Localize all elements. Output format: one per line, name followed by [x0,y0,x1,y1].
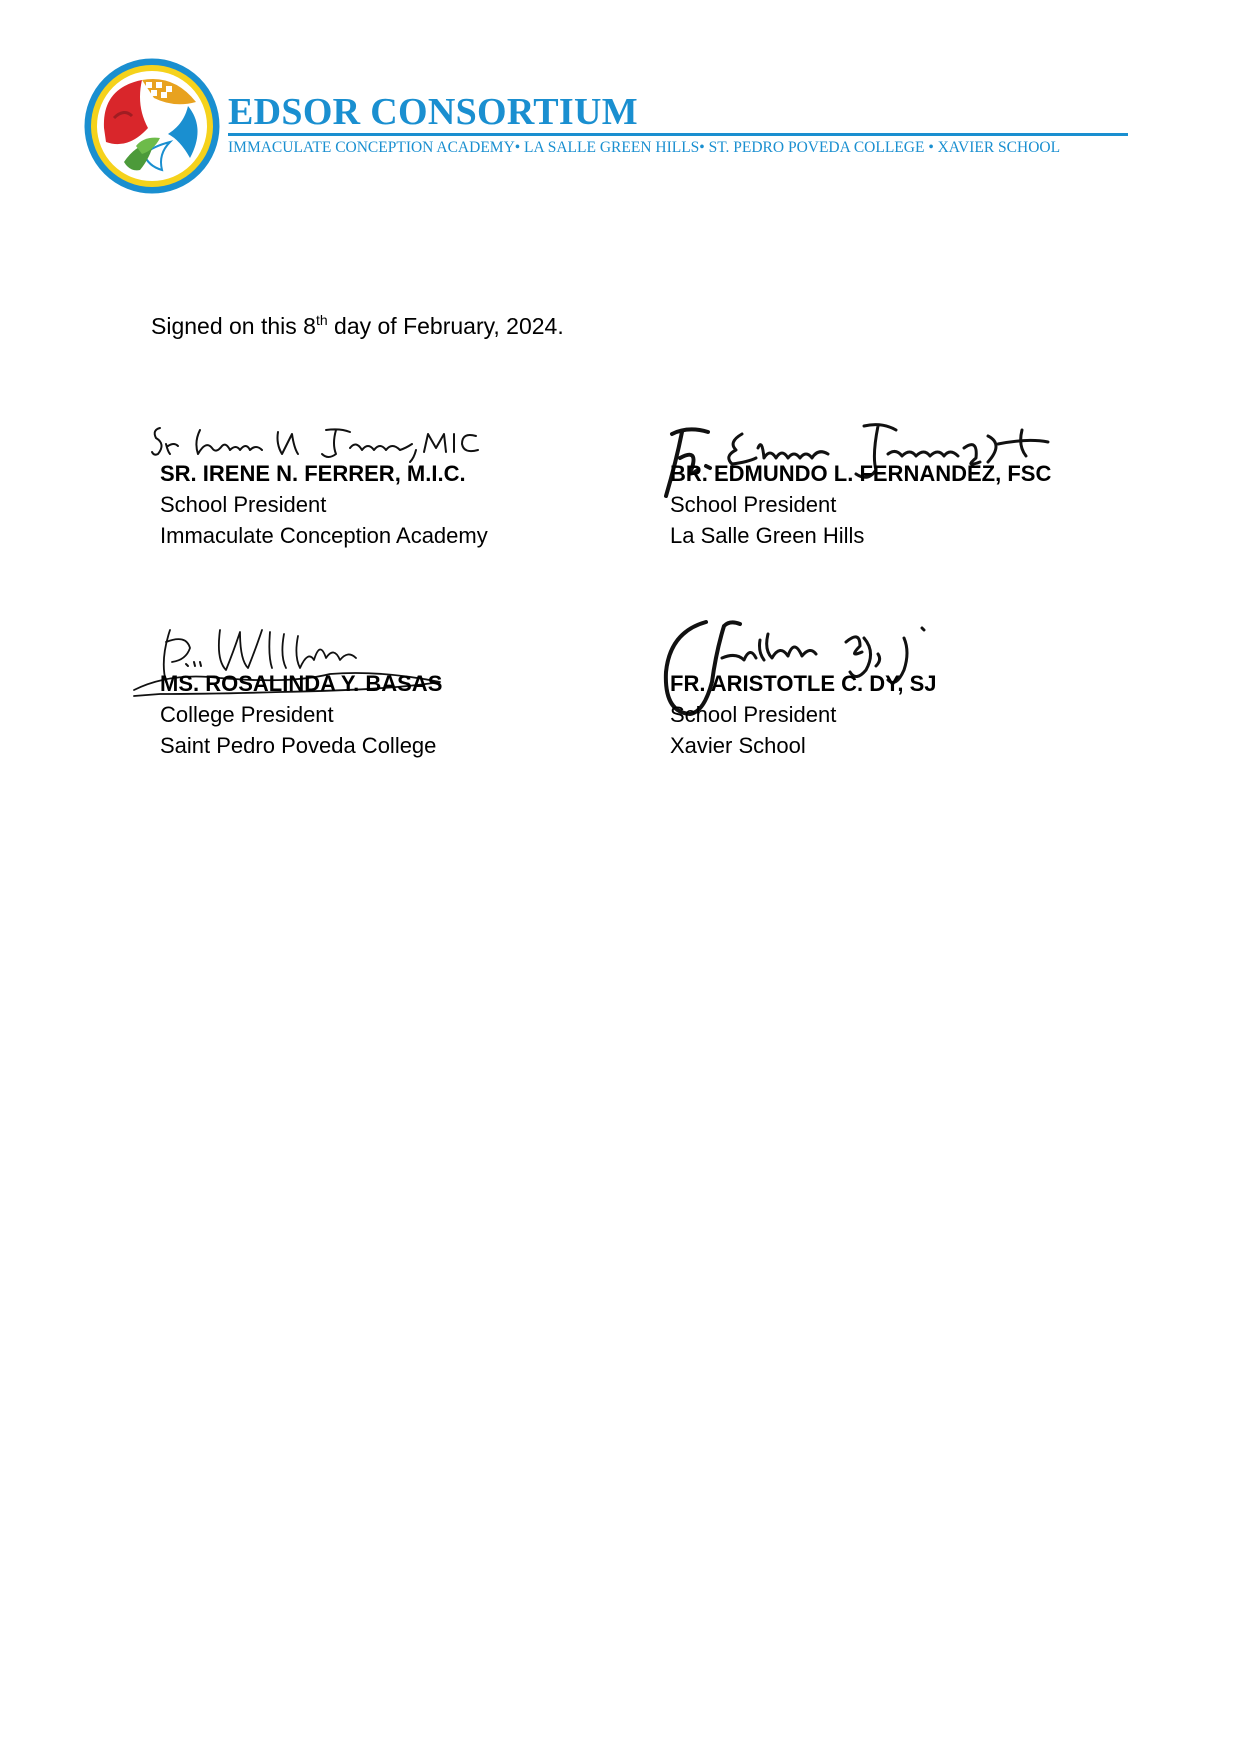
ordinal-suffix: th [315,312,328,328]
consortium-seal-icon [84,58,220,194]
signatory-title: School President [670,702,837,727]
signatory-block-dy [670,668,1150,761]
signatory-institution: Xavier School [670,733,806,758]
signatory-title: School President [160,492,327,517]
signatory-title: School President [670,492,837,517]
signing-date-line [151,312,564,340]
signing-date-rest: day of February, 2024. [327,313,564,339]
signatory-institution: Saint Pedro Poveda College [160,733,437,758]
organization-name: EDSOR CONSORTIUM [228,91,638,133]
signatory-name: SR. IRENE N. FERRER, M.I.C. [160,461,466,486]
signatory-institution: Immaculate Conception Academy [160,523,488,548]
signatory-title: College President [160,702,334,727]
signatory-block-ferrer [160,458,640,551]
signatory-institution: La Salle Green Hills [670,523,865,548]
member-schools-line: IMMACULATE CONCEPTION ACADEMY• LA SALLE GREEN HILLS• ST. PEDRO POVEDA COLLEGE • XAVIER SCHOOL [228,139,1061,156]
signatory-block-fernandez [670,458,1150,551]
signatory-block-basas [160,668,640,761]
signatory-name: FR. ARISTOTLE C. DY, SJ [670,671,937,696]
signing-date-prefix: Signed on this 8 [151,313,316,339]
signatory-name: MS. ROSALINDA Y. BASAS [160,671,443,696]
letterhead-rule [228,133,1128,136]
signatory-name: BR. EDMUNDO L. FERNANDEZ, FSC [670,461,1052,486]
